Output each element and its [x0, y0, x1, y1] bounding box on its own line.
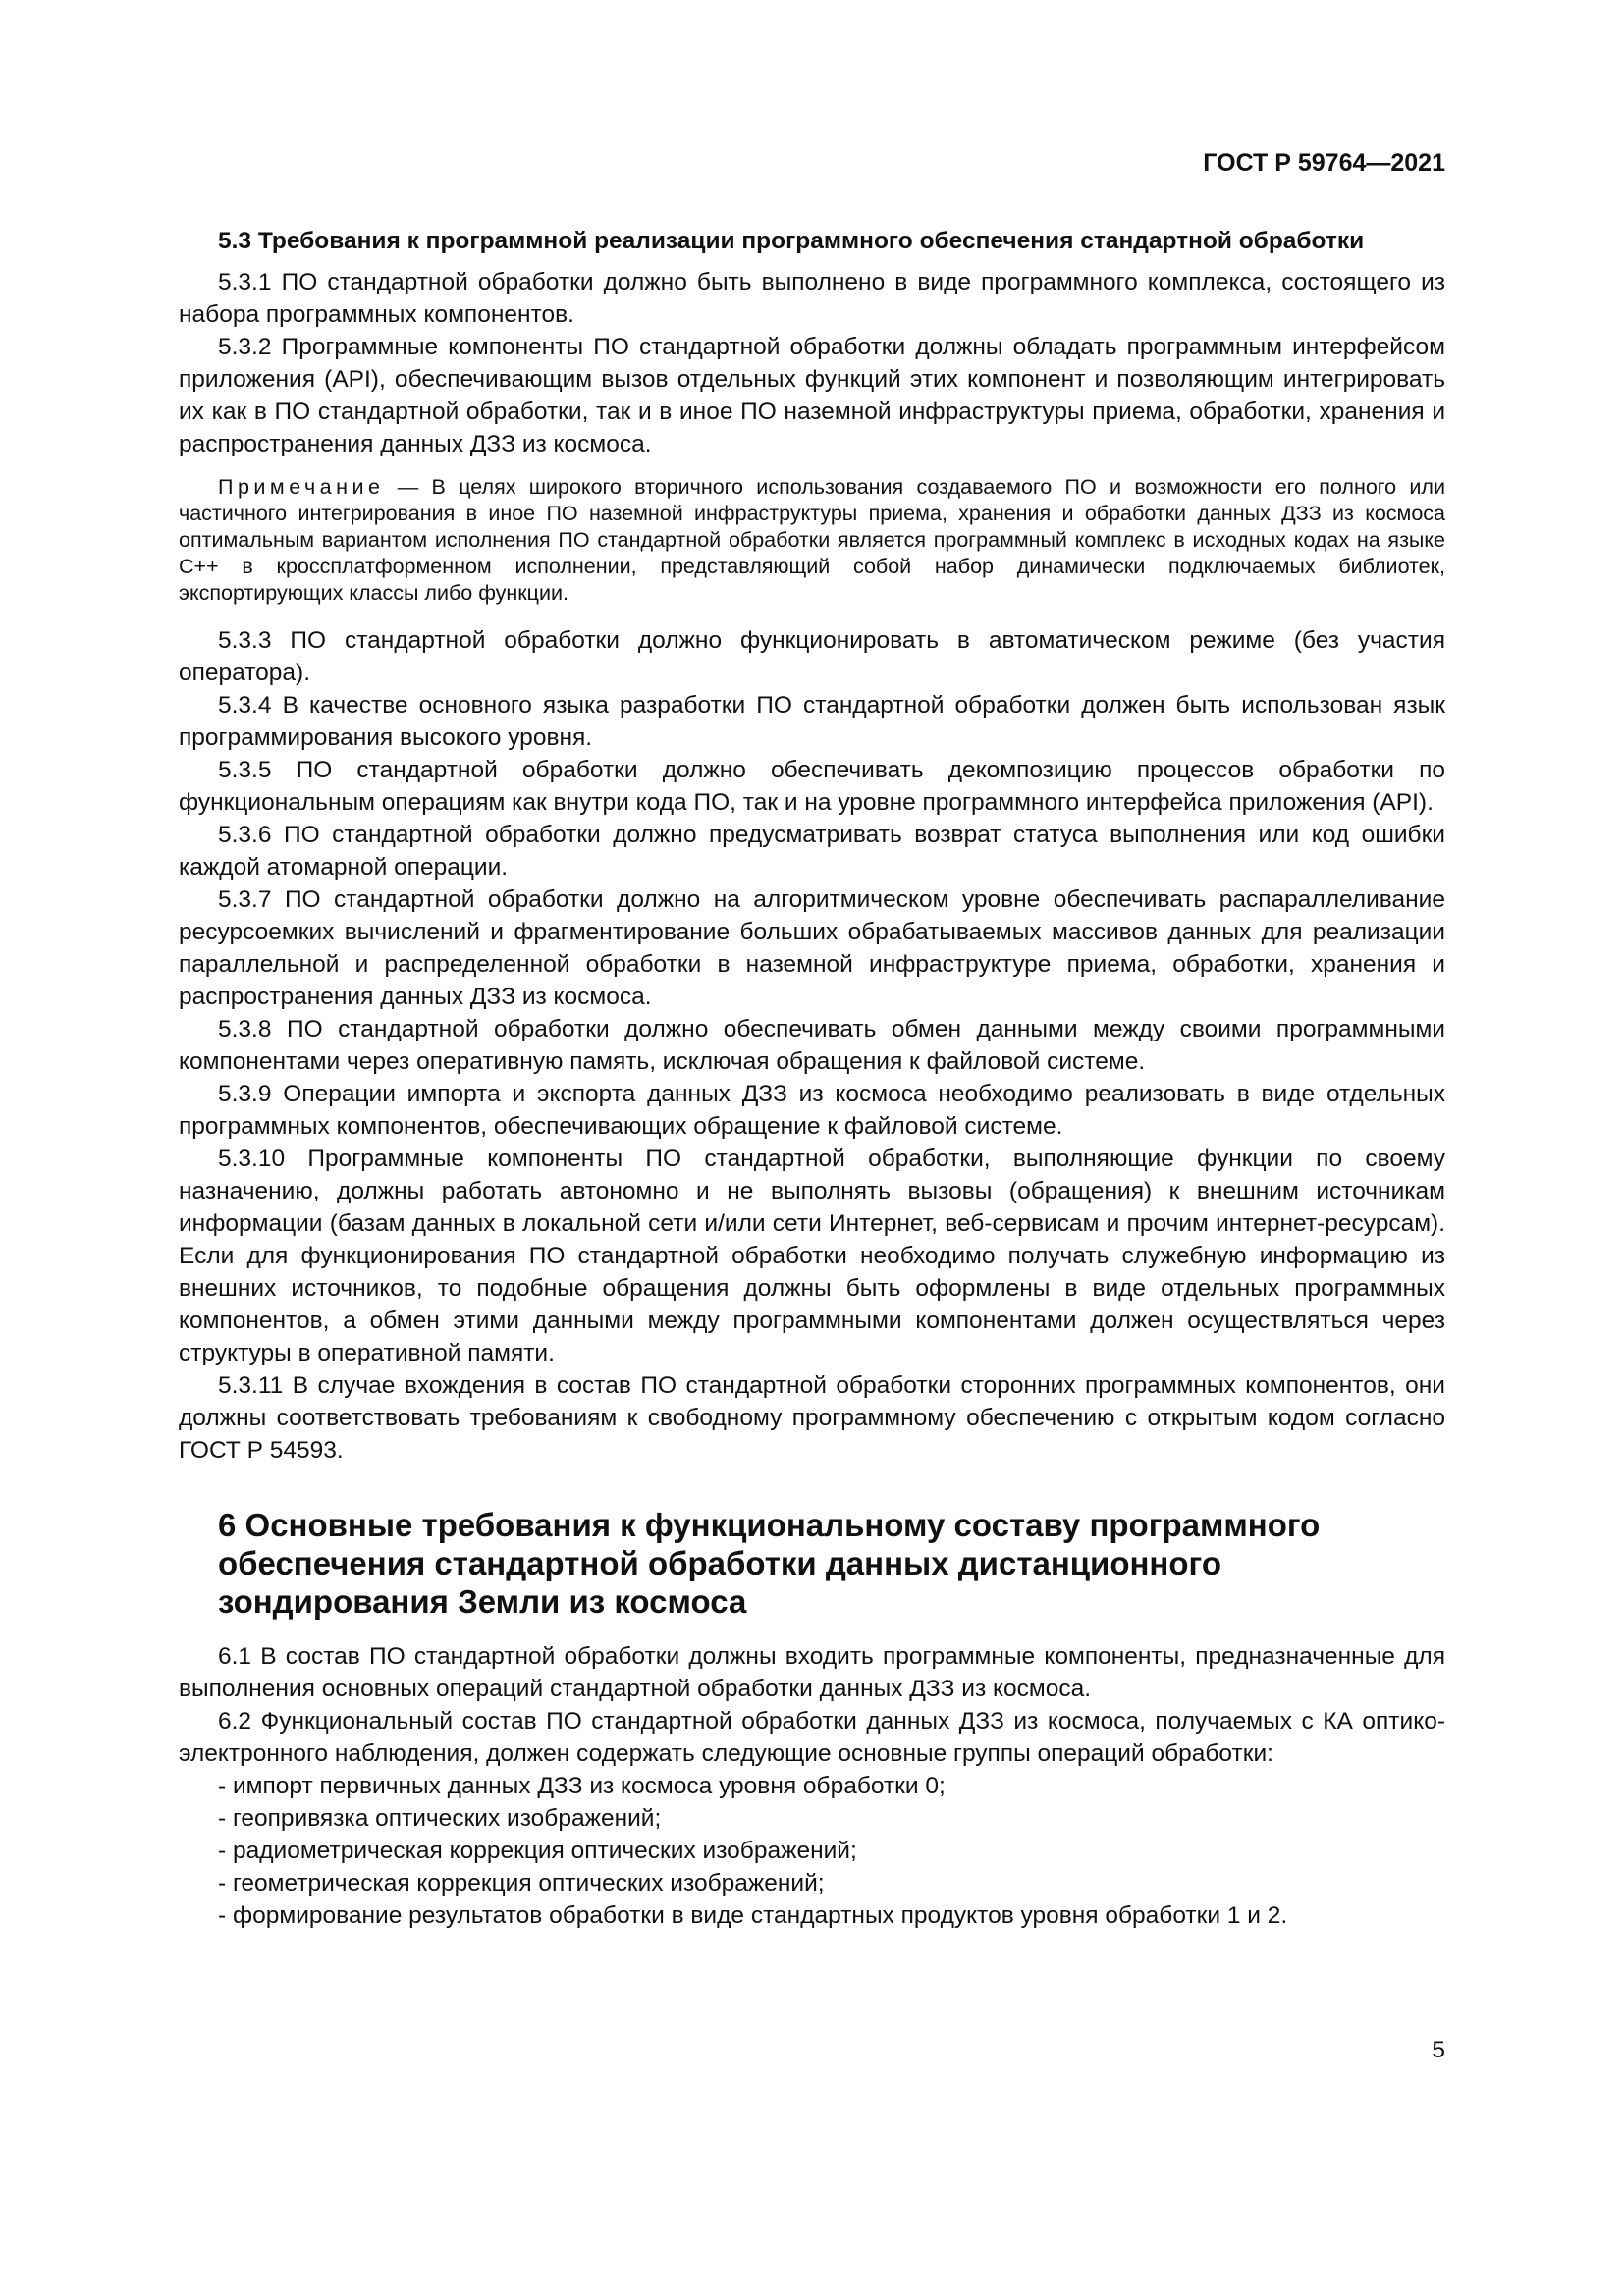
note-block [179, 474, 1445, 607]
note-text: — В целях широкого вторичного использования создаваемого ПО и возможности его полного или частичного интегрирования в иное ПО наземной инфраструктуры приема, хранения и обработки данных ДЗЗ из космоса оптимальным вариантом исполнения ПО стандартной обработки является программный комплекс в исходных кодах на языке С++ в кроссплатформенном исполнении, представляющий собой набор динамически подключаемых библиотек, экспортирующих классы либо функции. [179, 475, 1445, 605]
operations-list [179, 1770, 1445, 1932]
section-5-3-heading: 5.3 Требования к программной реализации программного обеспечения стандартной обработки [218, 228, 1365, 254]
paragraph-5-3-11: 5.3.11 В случае вхождения в состав ПО стандартной обработки сторонних программных компонентов, они должны соответствовать требованиям к свободному программному обеспечению с открытым кодом согласно ГОСТ Р 54593. [179, 1372, 1445, 1464]
paragraph-5-3-3: 5.3.3 ПО стандартной обработки должно функционировать в автоматическом режиме (без участия оператора). [179, 627, 1445, 686]
paragraph-5-3-10: 5.3.10 Программные компоненты ПО стандартной обработки, выполняющие функции по своему назначению, должны работать автономно и не выполнять вызовы (обращения) к внешним источникам информации (базам данных в локальной сети и/или сети Интернет, веб-сервисам и прочим интернет-ресурсам). Если для функционирования ПО стандартной обработки необходимо получать служебную информацию из внешних источников, то подобные обращения должны быть оформлены в виде отдельных программных компонентов, а обмен этими данными между программными компонентами должен осуществляться через структуры в оперативной памяти. [179, 1146, 1445, 1366]
page-body [179, 226, 1445, 1932]
paragraph-5-3-4: 5.3.4 В качестве основного языка разработки ПО стандартной обработки должен быть использован язык программирования высокого уровня. [179, 692, 1445, 751]
paragraph-5-3-8: 5.3.8 ПО стандартной обработки должно обеспечивать обмен данными между своими программными компонентами через оперативную память, исключая обращения к файловой системе. [179, 1016, 1445, 1075]
document-id-header: ГОСТ Р 59764—2021 [1203, 149, 1445, 177]
note-label: Примечание [218, 475, 385, 499]
list-item: - радиометрическая коррекция оптических изображений; [218, 1838, 857, 1864]
paragraph-5-3-1: 5.3.1 ПО стандартной обработки должно быть выполнено в виде программного комплекса, состоящего из набора программных компонентов. [179, 269, 1445, 328]
list-item: - формирование результатов обработки в виде стандартных продуктов уровня обработки 1 и 2. [218, 1902, 1288, 1929]
paragraph-6-2: 6.2 Функциональный состав ПО стандартной обработки данных ДЗЗ из космоса, получаемых с КА оптико-электронного наблюдения, должен содержать следующие основные группы операций обработки: [179, 1708, 1445, 1767]
list-item: - геометрическая коррекция оптических изображений; [218, 1870, 825, 1896]
page-number: 5 [1432, 2037, 1445, 2063]
list-item: - геопривязка оптических изображений; [218, 1805, 662, 1832]
list-item: - импорт первичных данных ДЗЗ из космоса уровня обработки 0; [218, 1773, 946, 1799]
section-6-heading: 6 Основные требования к функциональному составу программного обеспечения стандартной обработки данных дистанционного зондирования Земли из космоса [218, 1507, 1321, 1620]
paragraph-5-3-6: 5.3.6 ПО стандартной обработки должно предусматривать возврат статуса выполнения или код ошибки каждой атомарной операции. [179, 822, 1445, 881]
paragraph-6-1: 6.1 В состав ПО стандартной обработки должны входить программные компоненты, предназначенные для выполнения основных операций стандартной обработки данных ДЗЗ из космоса. [179, 1643, 1445, 1702]
paragraph-5-3-5: 5.3.5 ПО стандартной обработки должно обеспечивать декомпозицию процессов обработки по функциональным операциям как внутри кода ПО, так и на уровне программного интерфейса приложения (API). [179, 757, 1445, 816]
paragraph-5-3-2: 5.3.2 Программные компоненты ПО стандартной обработки должны обладать программным интерфейсом приложения (API), обеспечивающим вызов отдельных функций этих компонент и позволяющим интегрировать их как в ПО стандартной обработки, так и в иное ПО наземной инфраструктуры приема, обработки, хранения и распространения данных ДЗЗ из космоса. [179, 334, 1445, 457]
paragraph-5-3-9: 5.3.9 Операции импорта и экспорта данных ДЗЗ из космоса необходимо реализовать в виде отдельных программных компонентов, обеспечивающих обращение к файловой системе. [179, 1081, 1445, 1140]
paragraph-5-3-7: 5.3.7 ПО стандартной обработки должно на алгоритмическом уровне обеспечивать распараллеливание ресурсоемких вычислений и фрагментирование больших обрабатываемых массивов данных для реализации параллельной и распределенной обработки в наземной инфраструктуре приема, обработки, хранения и распространения данных ДЗЗ из космоса. [179, 886, 1445, 1010]
